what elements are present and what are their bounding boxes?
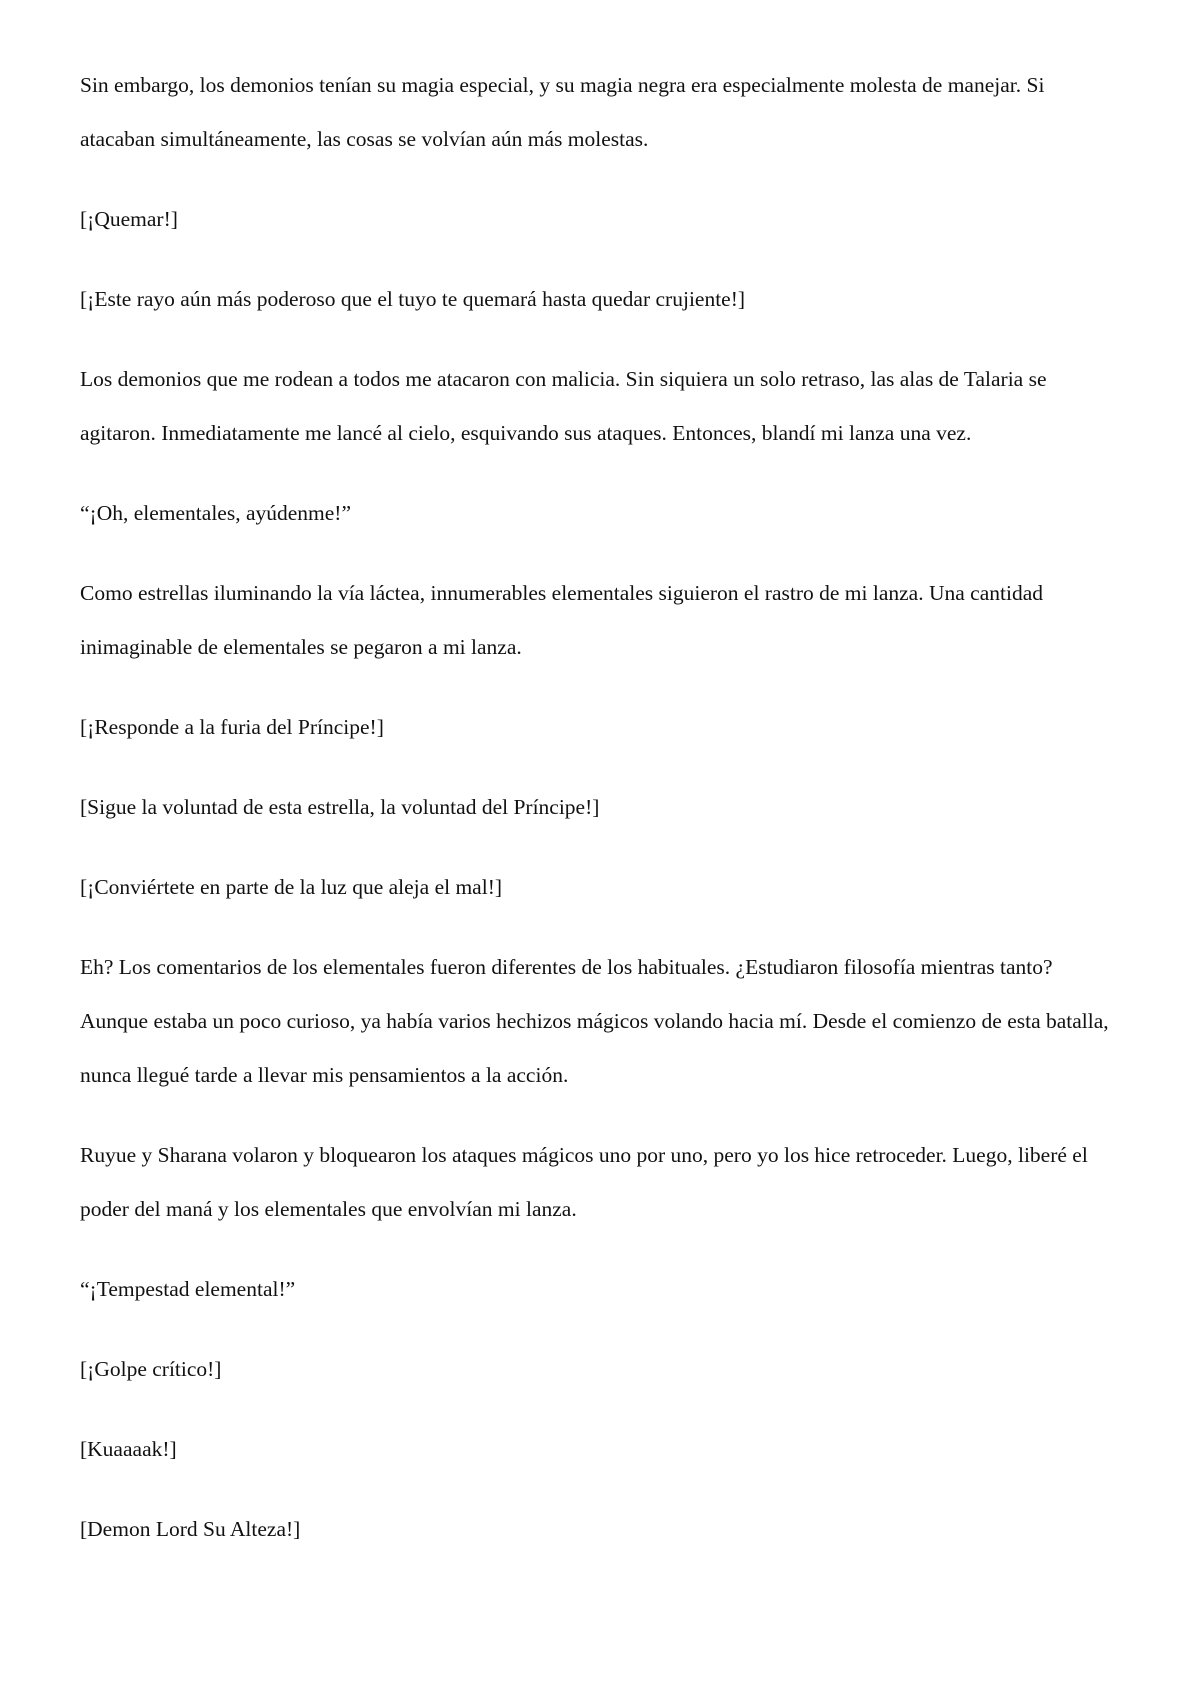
- paragraph: Ruyue y Sharana volaron y bloquearon los ataques mágicos uno por uno, pero yo los hice retroceder. Luego, liberé el poder del maná y los elementales que envolvían mi lanza.: [80, 1143, 1088, 1221]
- paragraph: [¡Responde a la furia del Príncipe!]: [80, 715, 384, 739]
- paragraph: “¡Oh, elementales, ayúdenme!”: [80, 501, 352, 525]
- paragraph: [Kuaaaak!]: [80, 1437, 177, 1461]
- paragraph: [¡Golpe crítico!]: [80, 1357, 222, 1381]
- paragraph: [Sigue la voluntad de esta estrella, la voluntad del Príncipe!]: [80, 795, 600, 819]
- paragraph: Sin embargo, los demonios tenían su magia especial, y su magia negra era especialmente molesta de manejar. Si atacaban simultáneamente, las cosas se volvían aún más molestas.: [80, 73, 1045, 151]
- paragraph: Los demonios que me rodean a todos me atacaron con malicia. Sin siquiera un solo retraso, las alas de Talaria se agitaron. Inmediatamente me lancé al cielo, esquivando sus ataques. Entonces, blandí mi lanza una vez.: [80, 367, 1047, 445]
- paragraph: Como estrellas iluminando la vía láctea, innumerables elementales siguieron el rastro de mi lanza. Una cantidad inimaginable de elementales se pegaron a mi lanza.: [80, 581, 1043, 659]
- paragraph: [¡Quemar!]: [80, 207, 178, 231]
- paragraph: Eh? Los comentarios de los elementales fueron diferentes de los habituales. ¿Estudiaron filosofía mientras tanto? Aunque estaba un poco curioso, ya había varios hechizos mágicos volando hacia mí. Desde el comienzo de esta batalla, nunca llegué tarde a llevar mis pensamientos a la acción.: [80, 955, 1109, 1087]
- paragraph: [¡Este rayo aún más poderoso que el tuyo te quemará hasta quedar crujiente!]: [80, 287, 746, 311]
- paragraph: [¡Conviértete en parte de la luz que aleja el mal!]: [80, 875, 503, 899]
- paragraph: [Demon Lord Su Alteza!]: [80, 1517, 301, 1541]
- paragraph: “¡Tempestad elemental!”: [80, 1277, 296, 1301]
